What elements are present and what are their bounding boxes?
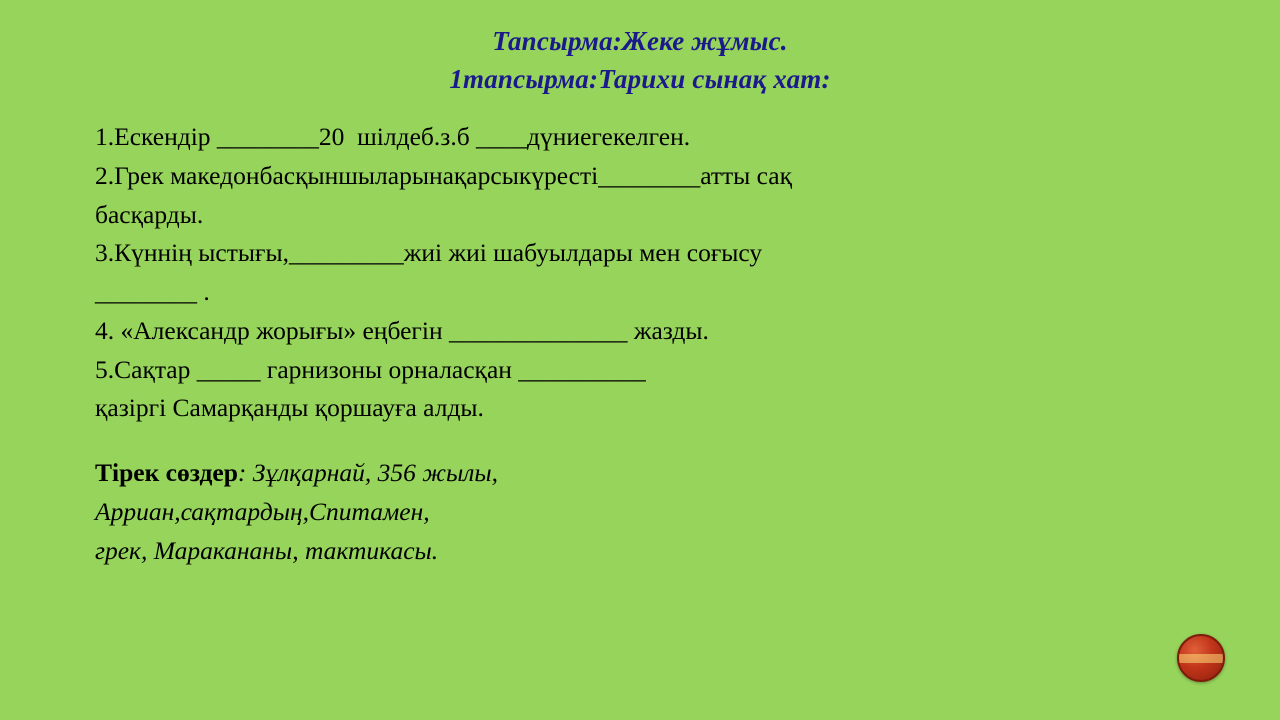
task-line: 4. «Александр жорығы» еңбегін ______________ жазды. — [95, 315, 709, 345]
task-line: 1.Ескендір ________20 шілдеб.з.б ____дүниегекелген. — [95, 122, 691, 151]
spacer — [95, 428, 1220, 454]
badge-stripe — [1179, 654, 1223, 663]
keywords-text-1: : Зұлқарнай, 356 жылы, — [237, 458, 498, 487]
task-line: қазіргі Самарқанды қоршауға алды. — [95, 393, 484, 423]
keywords-line-2: Арриан,сақтардың,Спитамен, — [95, 496, 430, 526]
task-line: 3.Күннің ыстығы,_________жиі жиі шабуылдары мен соғысу — [95, 238, 763, 268]
title-block — [0, 0, 1280, 99]
seal-badge-icon — [1177, 634, 1225, 682]
task-line: басқарды. — [95, 199, 204, 229]
task-line: 5.Сақтар _____ гарнизоны орналасқан __________ — [95, 354, 646, 384]
task-line: 2.Грек македонбасқыншыларынақарсыкүресті________атты сақ — [95, 160, 793, 190]
keywords-line-3: грек, Маракананы, тактикасы. — [95, 535, 439, 565]
title-line-2: 1тапсырма:Тарихи сынақ хат: — [449, 64, 831, 95]
keywords-label: Тірек сөздер — [95, 458, 238, 487]
task-line: ________ . — [95, 277, 210, 306]
keywords-line-1 — [95, 454, 1220, 493]
task-body — [95, 118, 1220, 570]
title-line-1: Тапсырма:Жеке жұмыс. — [492, 26, 788, 56]
